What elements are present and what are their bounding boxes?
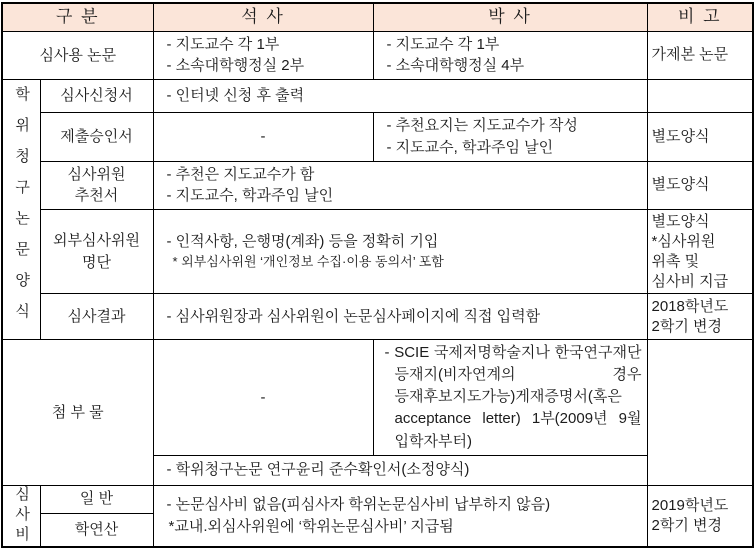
bullet-line: - 논문심사비 없음(피심사자 학위논문심사비 납부하지 않음) <box>166 495 551 513</box>
review-copy-doctor <box>373 31 647 80</box>
row-review-copy <box>2 31 753 80</box>
fee-group-vertical-label-cell <box>2 485 40 547</box>
external-list-subnote: * 외부심사위원 ‘개인정보 수집·이용 동의서’ 포함 <box>172 254 444 270</box>
note-line: 2학기 변경 <box>651 516 722 534</box>
application-label: 심사신청서 <box>40 80 153 113</box>
header-category: 구 분 <box>2 3 153 31</box>
fee-content-subline: *교내.외심사위원에 ‘학위논문심사비’ 지급됨 <box>168 517 454 535</box>
label-line: 심사위원 <box>67 165 126 183</box>
bullet-line: - 소속대학행정실 2부 <box>166 57 305 75</box>
bullet-line: - 소속대학행정실 4부 <box>386 57 525 75</box>
note-line: 심사비 지급 <box>651 272 729 290</box>
thesis-review-requirements-table <box>1 2 754 548</box>
note-line: *심사위원 <box>651 232 716 250</box>
row-attachment-scie <box>2 340 753 455</box>
review-copy-master <box>153 31 373 80</box>
review-copy-label: 심사용 논문 <box>2 31 153 80</box>
row-application <box>2 80 753 113</box>
row-result <box>2 294 753 340</box>
label-line: 명단 <box>82 253 111 271</box>
recommendation-note: 별도양식 <box>647 161 753 210</box>
attachment-note <box>647 340 753 485</box>
row-approval <box>2 113 753 162</box>
format-group-vertical-label: 학위청구논문양식 <box>13 85 31 334</box>
external-list-label <box>40 210 153 294</box>
fee-content <box>153 485 647 547</box>
bullet-line: - 심사위원장과 심사위원이 논문심사페이지에 직접 입력함 <box>166 307 541 325</box>
recommendation-content <box>153 161 647 210</box>
bullet-line: - 지도교수 각 1부 <box>386 35 500 53</box>
bullet-line: - 추천요지는 지도교수가 작성 <box>386 117 578 135</box>
bullet-line: - 학위청구논문 연구윤리 준수확인서(소정양식) <box>166 461 470 479</box>
header-doctor: 박 사 <box>373 3 647 31</box>
approval-note: 별도양식 <box>647 113 753 162</box>
attachment-ethics-content <box>153 455 647 485</box>
fee-industry-label: 학연산 <box>40 513 153 546</box>
fee-group-vertical-label: 심사비 <box>13 485 31 546</box>
external-list-content <box>153 210 647 294</box>
review-copy-master-lines <box>159 34 368 78</box>
row-external-list <box>2 210 753 294</box>
label-line: 추천서 <box>74 187 119 205</box>
bullet-line: - 추천은 지도교수가 함 <box>166 165 315 183</box>
external-list-note <box>647 210 753 294</box>
note-line: 2019학년도 <box>651 496 729 514</box>
note-line: 위촉 및 <box>651 252 700 270</box>
application-content <box>153 80 647 113</box>
attachment-doctor-paragraph: - SCIE 국제저명학술지나 한국연구재단 등재지(비자연계의 경우 등재후보지도가능)게재증명서(혹은 acceptance letter) 1부(2009년 9월 입학자부터) <box>384 344 642 450</box>
table-header-row <box>2 3 753 31</box>
application-note <box>647 80 753 113</box>
review-copy-note: 가제본 논문 <box>647 31 753 80</box>
bullet-line: - 인적사항, 은행명(계좌) 등을 정확히 기입 <box>166 233 439 251</box>
attachment-doctor <box>373 340 647 455</box>
note-line: 별도양식 <box>651 213 710 231</box>
row-recommendation <box>2 161 753 210</box>
approval-label: 제출승인서 <box>40 113 153 162</box>
fee-note <box>647 485 753 547</box>
bullet-line: - 인터넷 신청 후 출력 <box>166 87 305 105</box>
note-line: 2학기 변경 <box>651 317 722 335</box>
attachment-master: - <box>153 340 373 455</box>
bullet-line: - 지도교수 각 1부 <box>166 35 280 53</box>
row-fee-general <box>2 485 753 513</box>
bullet-line: - 지도교수, 학과주임 날인 <box>386 138 554 156</box>
label-line: 외부심사위원 <box>53 231 140 249</box>
bullet-line: - 지도교수, 학과주임 날인 <box>166 187 334 205</box>
approval-master: - <box>153 113 373 162</box>
recommendation-label <box>40 161 153 210</box>
result-note <box>647 294 753 340</box>
format-group-vertical-label-cell <box>2 80 40 340</box>
fee-general-label: 일 반 <box>40 485 153 513</box>
attachment-label: 첨 부 물 <box>2 340 153 485</box>
result-content <box>153 294 647 340</box>
review-copy-doctor-lines <box>379 34 642 78</box>
note-line: 2018학년도 <box>651 298 729 316</box>
header-master: 석 사 <box>153 3 373 31</box>
header-note: 비 고 <box>647 3 753 31</box>
approval-doctor <box>373 113 647 162</box>
result-label: 심사결과 <box>40 294 153 340</box>
